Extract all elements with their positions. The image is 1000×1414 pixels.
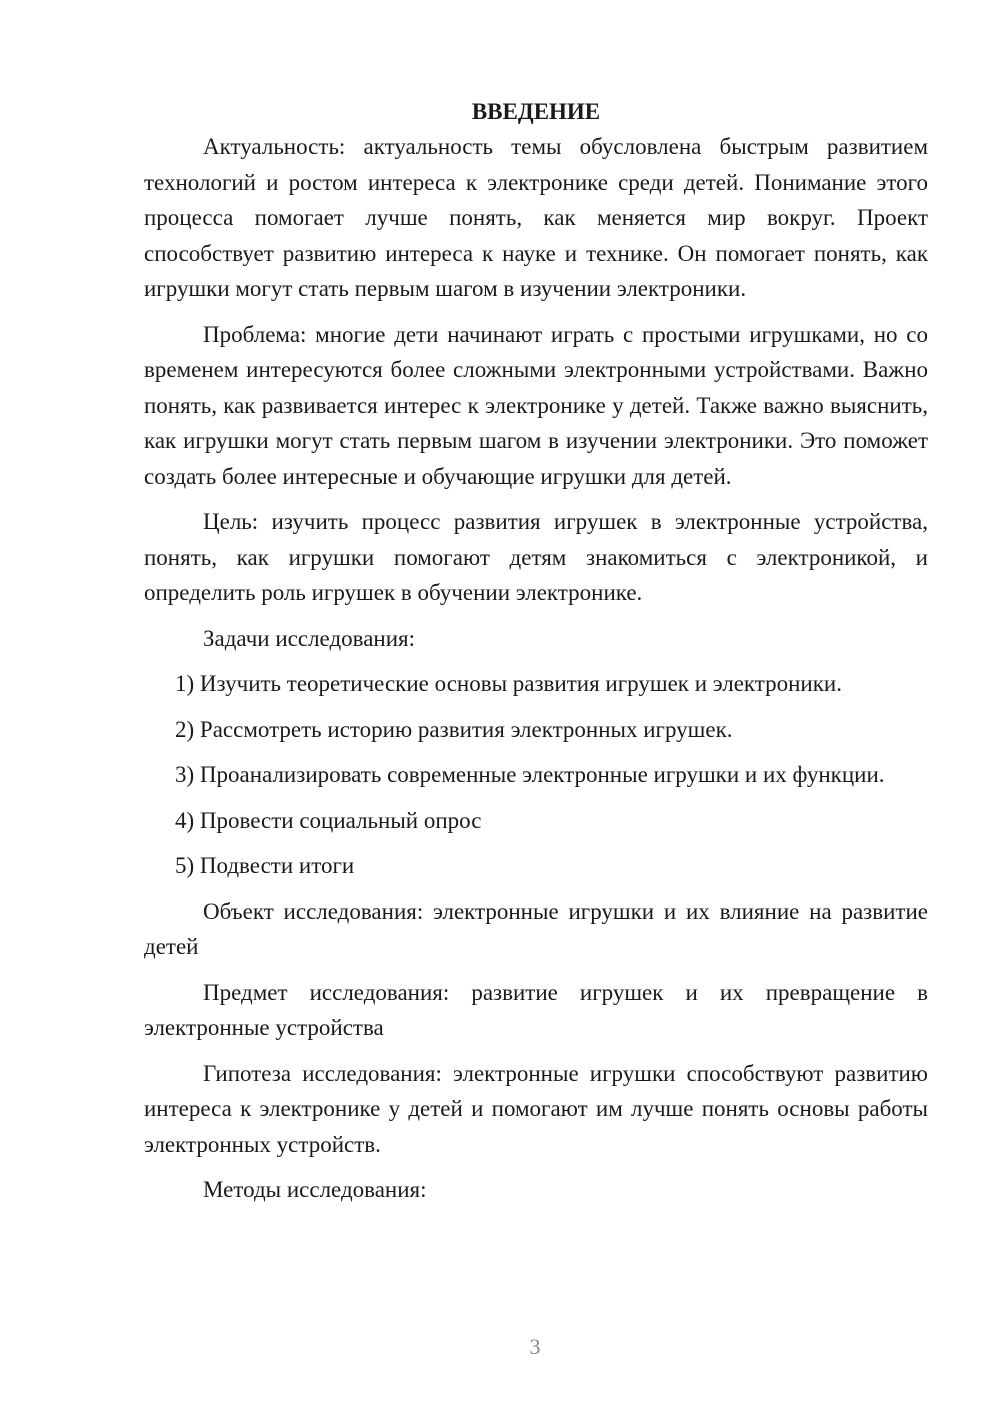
task-item-2: 2) Рассмотреть историю развития электронных игрушек. <box>175 716 733 742</box>
problem-paragraph: Проблема: многие дети начинают играть с простыми игрушками, но со временем интересуются более сложными электронными устройствами. Важно понять, как развивается интерес к электронике у детей. Также важно выяснить, как игрушки могут стать первым шагом в изучении электроники. Это поможет создать более интересные и обучающие игрушки для детей. <box>144 321 928 489</box>
task-item-3: 3) Проанализировать современные электронные игрушки и их функции. <box>175 762 885 787</box>
goal-paragraph: Цель: изучить процесс развития игрушек в электронные устройства, понять, как игрушки помогают детям знакомиться с электроникой, и определить роль игрушек в обучении электронике. <box>144 509 928 605</box>
subject-paragraph: Предмет исследования: развитие игрушек и их превращение в электронные устройства <box>144 979 928 1040</box>
object-paragraph: Объект исследования: электронные игрушки и их влияние на развитие детей <box>144 898 928 959</box>
task-item-4: 4) Провести социальный опрос <box>175 807 482 833</box>
methods-heading: Методы исследования: <box>203 1177 427 1202</box>
page-title: ВВЕДЕНИЕ <box>471 99 601 124</box>
page-number: 3 <box>529 1334 541 1359</box>
relevance-paragraph: Актуальность: актуальность темы обусловлена быстрым развитием технологий и ростом интереса к электронике среди детей. Понимание этого процесса помогает лучше понять, как меняется мир вокруг. Проект способствует развитию интереса к науке и технике. Он помогает понять, как игрушки могут стать первым шагом в изучении электроники. <box>144 134 928 301</box>
page-content <box>144 94 928 1208</box>
hypothesis-paragraph: Гипотеза исследования: электронные игрушки способствуют развитию интереса к электронике у детей и помогают им лучше понять основы работы электронных устройств. <box>144 1060 928 1157</box>
tasks-heading: Задачи исследования: <box>203 625 416 651</box>
task-item-1: 1) Изучить теоретические основы развития игрушек и электроники. <box>175 671 842 696</box>
task-item-5: 5) Подвести итоги <box>175 853 355 878</box>
